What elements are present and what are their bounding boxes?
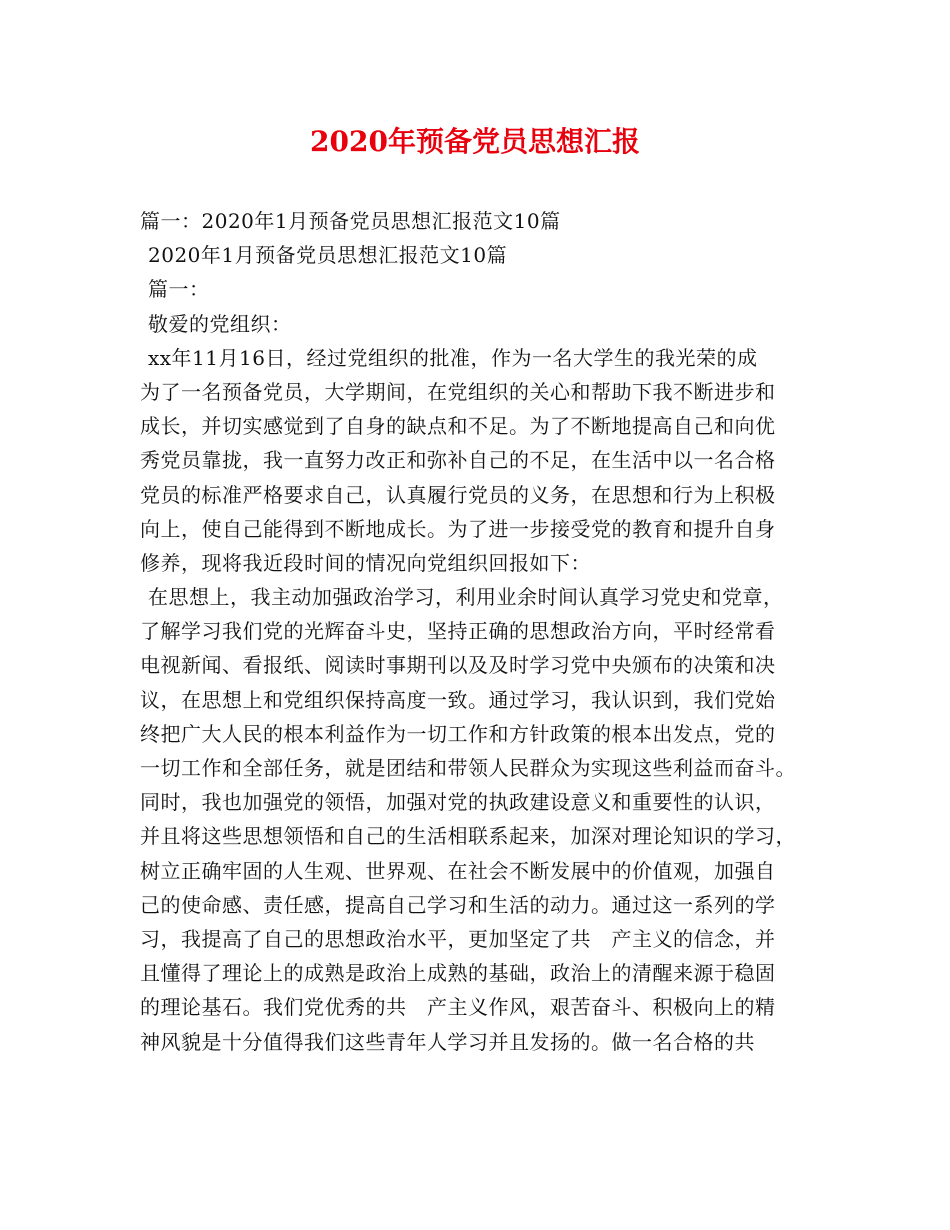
body-line: 习，我提高了自己的思想政治水平，更加坚定了共 产主义的信念，并: [140, 926, 776, 951]
body-line: 为了一名预备党员，大学期间，在党组织的关心和帮助下我不断进步和: [140, 379, 776, 404]
body-line: 一切工作和全部任务，就是团结和带领人民群众为实现这些利益而奋斗。: [140, 756, 796, 780]
body-line: 成长，并切实感觉到了自身的缺点和不足。为了不断地提高自己和向优: [140, 414, 776, 439]
body-line: 向上，使自己能得到不断地成长。为了进一步接受党的教育和提升自身: [140, 516, 776, 541]
body-line: 神风貌是十分值得我们这些青年人学习并且发扬的。做一名合格的共: [140, 1029, 755, 1054]
body-line: 党员的标准严格要求自己，认真履行党员的义务，在思想和行为上积极: [140, 482, 776, 507]
body-line: 议，在思想上和党组织保持高度一致。通过学习，我认识到，我们党始: [140, 687, 776, 712]
document-title: 2020年预备党员思想汇报: [310, 125, 640, 158]
body-line: 的理论基石。我们党优秀的共 产主义作风，艰苦奋斗、积极向上的精: [140, 995, 776, 1020]
body-line: 电视新闻、看报纸、阅读时事期刊以及及时学习党中央颁布的决策和决: [140, 653, 776, 678]
document-body: [140, 204, 820, 1059]
body-line: 同时，我也加强党的领悟，加强对党的执政建设意义和重要性的认识，: [140, 790, 776, 815]
body-line: 2020年1月预备党员思想汇报范文10篇: [148, 243, 508, 268]
body-line: 修养，现将我近段时间的情况向党组织回报如下：: [140, 550, 591, 575]
body-line: 篇一：: [148, 277, 210, 302]
body-line: 己的使命感、责任感，提高自己学习和生活的动力。通过这一系列的学: [140, 892, 776, 917]
body-line: 敬爱的党组织：: [148, 311, 292, 336]
body-line: 篇一：2020年1月预备党员思想汇报范文10篇: [140, 209, 561, 233]
body-line: 终把广大人民的根本利益作为一切工作和方针政策的根本出发点，党的: [140, 721, 776, 746]
body-line: 树立正确牢固的人生观、世界观、在社会不断发展中的价值观，加强自: [140, 858, 776, 883]
body-line: 在思想上，我主动加强政治学习，利用业余时间认真学习党史和党章，: [148, 585, 784, 610]
body-line: 秀党员靠拢，我一直努力改正和弥补自己的不足，在生活中以一名合格: [140, 448, 776, 473]
body-line: 且懂得了理论上的成熟是政治上成熟的基础，政治上的清醒来源于稳固: [140, 961, 776, 986]
body-line: xx年11月16日，经过党组织的批准，作为一名大学生的我光荣的成: [148, 345, 758, 370]
body-line: 了解学习我们党的光辉奋斗史，坚持正确的思想政治方向，平时经常看: [140, 619, 776, 644]
body-line: 并且将这些思想领悟和自己的生活相联系起来，加深对理论知识的学习，: [140, 824, 796, 849]
